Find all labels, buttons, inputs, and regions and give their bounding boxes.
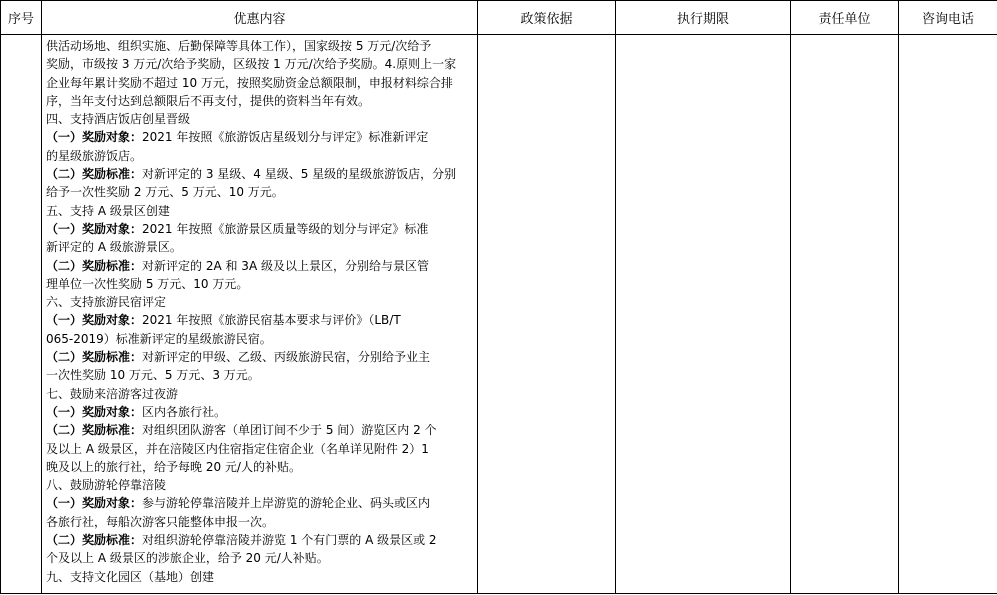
line-text: 的星级旅游饭店。 bbox=[46, 148, 143, 163]
line-text: 给予一次性奖励 2 万元、5 万元、10 万元。 bbox=[46, 185, 284, 200]
table-header-row bbox=[1, 1, 997, 35]
line-text: 065-2019）标准新评定的星级旅游民宿。 bbox=[46, 331, 272, 346]
content-line bbox=[46, 92, 473, 110]
cell-policy bbox=[478, 35, 616, 594]
line-text: 个及以上 A 级景区的涉旅企业，给予 20 元/人补贴。 bbox=[46, 551, 329, 566]
line-text: 各旅行社，每船次游客只能整体申报一次。 bbox=[46, 514, 275, 529]
cell-content bbox=[42, 35, 478, 594]
bold-label: （二）奖励标准： bbox=[46, 533, 143, 548]
content-line bbox=[46, 531, 473, 549]
bold-label: （一）奖励对象： bbox=[46, 313, 143, 328]
content-line bbox=[46, 147, 473, 165]
line-text: 理单位一次性奖励 5 万元、10 万元。 bbox=[46, 276, 249, 291]
content-line bbox=[46, 220, 473, 238]
bold-label: （一）奖励对象： bbox=[46, 130, 143, 145]
bold-label: （一）奖励对象： bbox=[46, 404, 143, 419]
bold-label: （一）奖励对象： bbox=[46, 221, 143, 236]
line-text: 企业每年累计奖励不超过 10 万元，按照奖励资金总额限制，申报材料综合排 bbox=[46, 75, 453, 90]
cell-seq bbox=[1, 35, 42, 594]
content-line bbox=[46, 421, 473, 439]
cell-period bbox=[616, 35, 791, 594]
content-line bbox=[46, 74, 473, 92]
content-line bbox=[46, 165, 473, 183]
content-line bbox=[46, 275, 473, 293]
line-text: 对新评定的 3 星级、4 星级、5 星级的星级旅游饭店，分别 bbox=[142, 167, 457, 182]
header-content: 优惠内容 bbox=[42, 1, 478, 35]
content-line bbox=[46, 476, 473, 494]
line-text: 供活动场地、组织实施、后勤保障等具体工作），国家级按 5 万元/次给予 bbox=[46, 39, 432, 53]
line-text: 2021 年按照《旅游民宿基本要求与评价》（LB/T bbox=[142, 313, 401, 328]
line-text: 对新评定的甲级、乙级、丙级旅游民宿，分别给予业主 bbox=[142, 350, 431, 365]
content-line bbox=[46, 330, 473, 348]
table-row bbox=[1, 35, 997, 594]
line-text: 六、支持旅游民宿评定 bbox=[46, 295, 167, 310]
line-text: 对新评定的 2A 和 3A 级及以上景区，分别给与景区管 bbox=[142, 258, 429, 273]
header-period: 执行期限 bbox=[616, 1, 791, 35]
line-text: 2021 年按照《旅游饭店星级划分与评定》标准新评定 bbox=[142, 130, 429, 145]
line-text: 对组织团队游客（单团订间不少于 5 间）游览区内 2 个 bbox=[142, 423, 437, 438]
content-line bbox=[46, 37, 473, 55]
line-text: 一次性奖励 10 万元、5 万元、3 万元。 bbox=[46, 368, 260, 383]
line-text: 对组织游轮停靠涪陵并游览 1 个有门票的 A 级景区或 2 bbox=[142, 533, 437, 548]
line-text: 四、支持酒店饭店创星晋级 bbox=[46, 112, 191, 127]
content-line bbox=[46, 458, 473, 476]
bold-label: （一）奖励对象： bbox=[46, 496, 143, 511]
line-text: 2021 年按照《旅游景区质量等级的划分与评定》标准 bbox=[142, 221, 429, 236]
line-text: 九、支持文化园区（基地）创建 bbox=[46, 569, 215, 584]
content-line bbox=[46, 293, 473, 311]
header-seq: 序号 bbox=[1, 1, 42, 35]
content-line bbox=[46, 385, 473, 403]
content-line bbox=[46, 110, 473, 128]
header-phone: 咨询电话 bbox=[899, 1, 997, 35]
content-line bbox=[46, 568, 473, 586]
line-text: 五、支持 A 级景区创建 bbox=[46, 203, 170, 218]
bold-label: （二）奖励标准： bbox=[46, 423, 143, 438]
line-text: 参与游轮停靠涪陵并上岸游览的游轮企业、码头或区内 bbox=[142, 496, 431, 511]
header-policy: 政策依据 bbox=[478, 1, 616, 35]
content-line bbox=[46, 440, 473, 458]
cell-phone bbox=[899, 35, 997, 594]
bold-label: （二）奖励标准： bbox=[46, 350, 143, 365]
line-text: 区内各旅行社。 bbox=[142, 404, 227, 419]
content-line bbox=[46, 348, 473, 366]
content-text bbox=[42, 35, 477, 593]
bold-label: （二）奖励标准： bbox=[46, 258, 143, 273]
content-line bbox=[46, 257, 473, 275]
line-text: 奖励，市级按 3 万元/次给予奖励，区级按 1 万元/次给予奖励。4.原则上一家 bbox=[46, 57, 457, 72]
line-text: 七、鼓励来涪游客过夜游 bbox=[46, 386, 179, 401]
content-line bbox=[46, 403, 473, 421]
bold-label: （二）奖励标准： bbox=[46, 167, 143, 182]
content-line bbox=[46, 183, 473, 201]
content-line bbox=[46, 55, 473, 73]
line-text: 新评定的 A 级旅游景区。 bbox=[46, 240, 182, 255]
content-line bbox=[46, 549, 473, 567]
line-text: 及以上 A 级景区，并在涪陵区内住宿指定住宿企业（名单详见附件 2）1 bbox=[46, 441, 429, 456]
line-text: 八、鼓励游轮停靠涪陵 bbox=[46, 478, 167, 493]
header-unit: 责任单位 bbox=[791, 1, 899, 35]
content-line bbox=[46, 494, 473, 512]
content-line bbox=[46, 202, 473, 220]
content-line bbox=[46, 366, 473, 384]
content-line bbox=[46, 238, 473, 256]
content-line bbox=[46, 311, 473, 329]
cell-unit bbox=[791, 35, 899, 594]
line-text: 晚及以上的旅行社，给予每晚 20 元/人的补贴。 bbox=[46, 459, 301, 474]
content-line bbox=[46, 128, 473, 146]
content-line bbox=[46, 513, 473, 531]
line-text: 序，当年支付达到总额限后不再支付，提供的资料当年有效。 bbox=[46, 93, 371, 108]
